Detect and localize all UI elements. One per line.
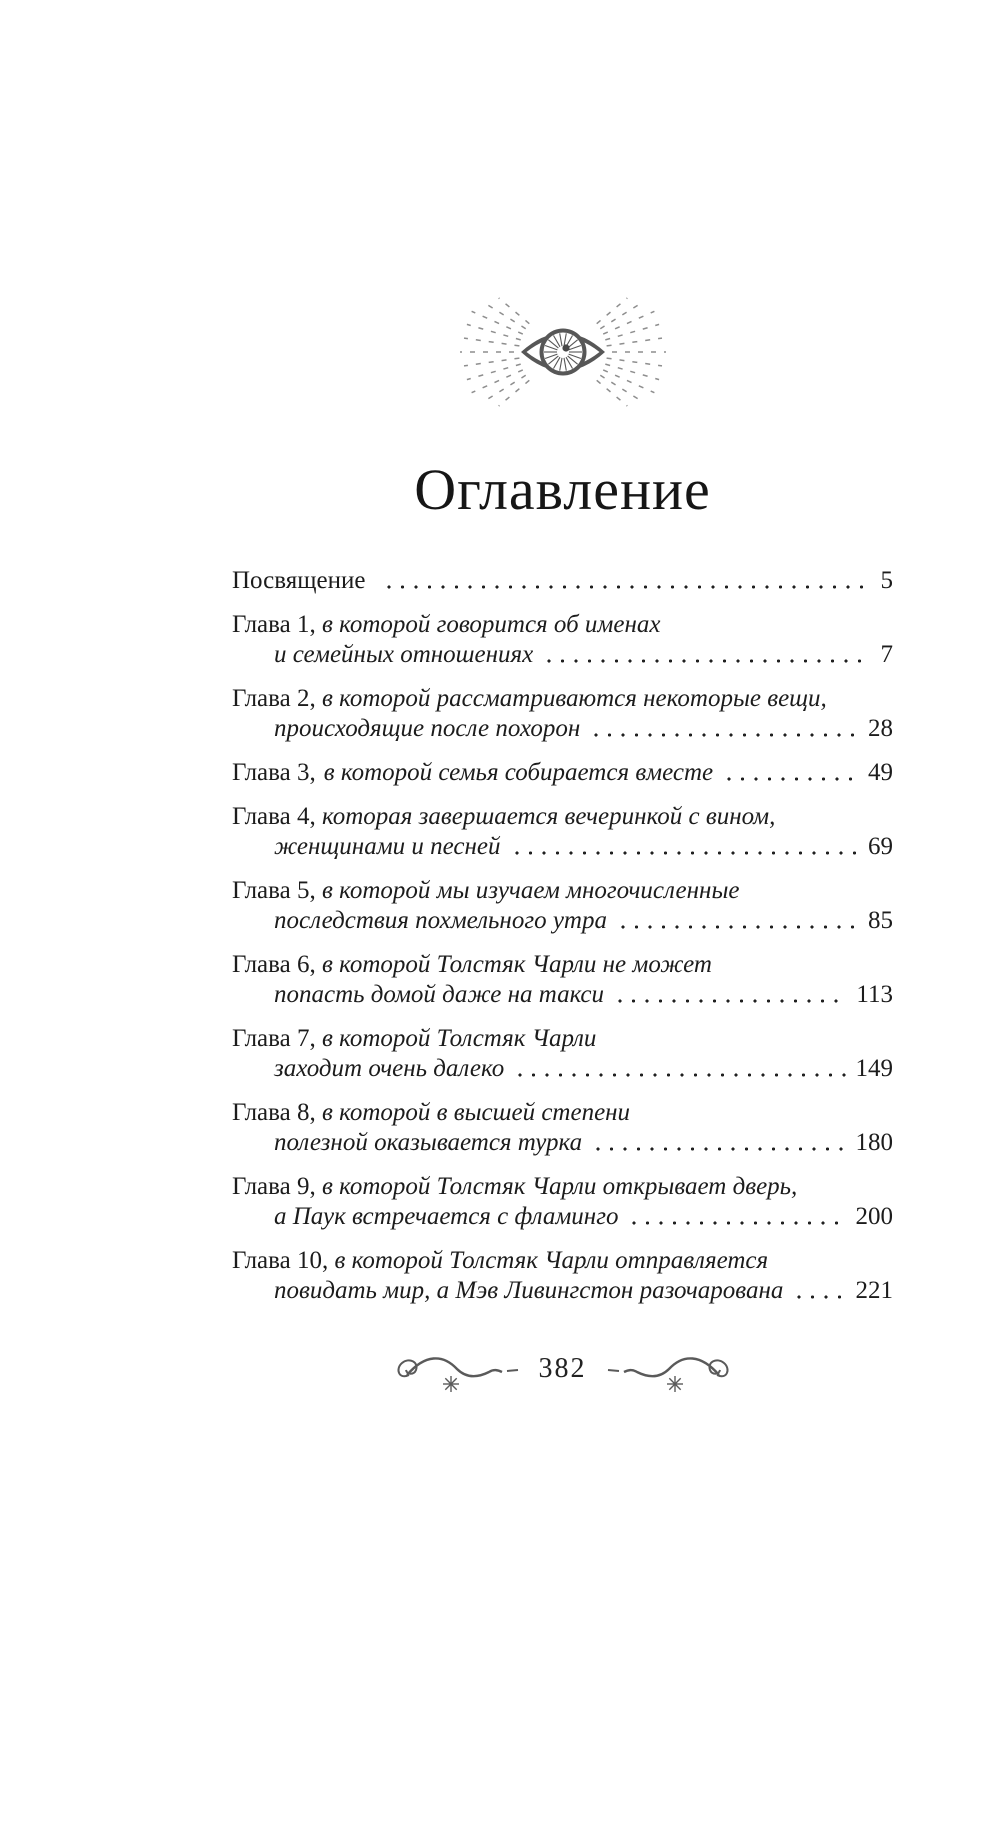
- toc-entry-line1: [232, 1024, 893, 1054]
- toc-entry-line2: [232, 1202, 893, 1232]
- toc-entry-line2: [232, 640, 893, 670]
- chapter-subtitle-cont: женщинами и песней: [274, 832, 501, 860]
- chapter-subtitle: в которой семья собирается вместе: [323, 758, 714, 786]
- header-ornament: [232, 296, 893, 408]
- chapter-label: Глава 8,: [232, 1098, 316, 1126]
- dot-leader: [628, 1221, 845, 1225]
- toc-entry: [232, 1024, 893, 1084]
- toc-entry: [232, 1172, 893, 1232]
- page-number: 5: [880, 566, 893, 594]
- dot-leader: [592, 1147, 845, 1151]
- chapter-subtitle-cont: полезной оказывается турка: [274, 1128, 583, 1156]
- footer-page-number: 382: [538, 1353, 587, 1385]
- chapter-label: Глава 6,: [232, 950, 316, 978]
- chapter-subtitle-cont: а Паук встречается с фламинго: [274, 1202, 619, 1230]
- page-number: 69: [868, 832, 893, 860]
- page-number: 113: [856, 980, 893, 1008]
- chapter-subtitle: в которой мы изучаем многочисленные: [321, 876, 740, 904]
- toc-entry-line1: [232, 876, 893, 906]
- chapter-label: Глава 10,: [232, 1246, 329, 1274]
- dot-leader: [793, 1295, 845, 1299]
- dot-leader: [543, 659, 870, 663]
- page-content: [232, 296, 893, 1397]
- page-number: 7: [880, 640, 893, 668]
- page-number: 85: [868, 906, 893, 934]
- chapter-subtitle: в которой Толстяк Чарли не может: [321, 950, 712, 978]
- chapter-label: Глава 2,: [232, 684, 316, 712]
- toc-entry: [232, 684, 893, 744]
- toc-entry-line1: [232, 802, 893, 832]
- flourish-right-icon: [601, 1342, 731, 1397]
- chapter-subtitle: в которой Толстяк Чарли: [321, 1024, 597, 1052]
- page-number: 180: [855, 1128, 893, 1156]
- dot-leader: [614, 999, 846, 1003]
- page-number: 49: [868, 758, 893, 786]
- chapter-label: Глава 7,: [232, 1024, 316, 1052]
- chapter-subtitle: в которой говорится об именах: [321, 610, 661, 638]
- chapter-subtitle-cont: попасть домой даже на такси: [274, 980, 604, 1008]
- dot-leader: [514, 1073, 845, 1077]
- page-number: 149: [855, 1054, 893, 1082]
- chapter-label: Глава 9,: [232, 1172, 316, 1200]
- toc-label: Посвящение: [232, 566, 366, 594]
- toc-entry-line1: [232, 950, 893, 980]
- toc-entry-line2: [232, 714, 893, 744]
- eye-ornament-icon: [458, 297, 668, 407]
- dot-leader: [383, 585, 870, 589]
- toc-entry: [232, 950, 893, 1010]
- toc-entry-line1: [232, 1172, 893, 1202]
- chapter-subtitle-cont: повидать мир, а Мэв Ливингстон разочарована: [274, 1276, 784, 1304]
- chapter-subtitle: в которой в высшей степени: [321, 1098, 631, 1126]
- chapter-subtitle-cont: и семейных отношениях: [274, 640, 534, 668]
- toc-entry-line1: [232, 610, 893, 640]
- toc-entry-line2: [232, 980, 893, 1010]
- toc-entry: [232, 876, 893, 936]
- chapter-subtitle-cont: последствия похмельного утра: [274, 906, 607, 934]
- chapter-label: Глава 1,: [232, 610, 316, 638]
- toc-entry-line1: [232, 1246, 893, 1276]
- page-number: 200: [855, 1202, 893, 1230]
- toc-entry: [232, 1098, 893, 1158]
- toc-entry-line2: [232, 1054, 893, 1084]
- toc-entry-line2: [232, 832, 893, 862]
- page-title: Оглавление: [414, 457, 711, 522]
- chapter-subtitle: которая завершается вечеринкой с вином,: [321, 802, 776, 830]
- footer-ornament: [232, 1342, 893, 1397]
- chapter-subtitle-cont: заходит очень далеко: [274, 1054, 505, 1082]
- toc-entry: [232, 566, 893, 596]
- eye-pupil: [562, 344, 569, 351]
- dot-leader: [590, 733, 858, 737]
- chapter-label: Глава 3,: [232, 758, 316, 786]
- chapter-subtitle: в которой Толстяк Чарли отправляется: [334, 1246, 769, 1274]
- page-number: 28: [868, 714, 893, 742]
- toc-entry-line2: [232, 1128, 893, 1158]
- toc-entry-line2: [232, 906, 893, 936]
- toc-entry: [232, 802, 893, 862]
- toc-entry: [232, 610, 893, 670]
- page-number: 221: [855, 1276, 893, 1304]
- chapter-subtitle: в которой Толстяк Чарли открывает дверь,: [321, 1172, 798, 1200]
- dot-leader: [617, 925, 858, 929]
- toc-entry-line2: [232, 1276, 893, 1306]
- chapter-subtitle: в которой рассматриваются некоторые вещи,: [321, 684, 827, 712]
- chapter-label: Глава 5,: [232, 876, 316, 904]
- toc-entry-line1: [232, 684, 893, 714]
- book-page: [0, 296, 1000, 1848]
- dot-leader: [511, 851, 858, 855]
- toc-entry-line: [232, 566, 893, 596]
- dot-leader: [723, 777, 858, 781]
- chapter-subtitle-cont: происходящие после похорон: [274, 714, 581, 742]
- toc-entry-line1: [232, 1098, 893, 1128]
- flourish-left-icon: [395, 1342, 525, 1397]
- chapter-label: Глава 4,: [232, 802, 316, 830]
- toc-entry-line: [232, 758, 893, 788]
- toc-entry: [232, 1246, 893, 1306]
- table-of-contents: [232, 566, 893, 1306]
- toc-entry: [232, 758, 893, 788]
